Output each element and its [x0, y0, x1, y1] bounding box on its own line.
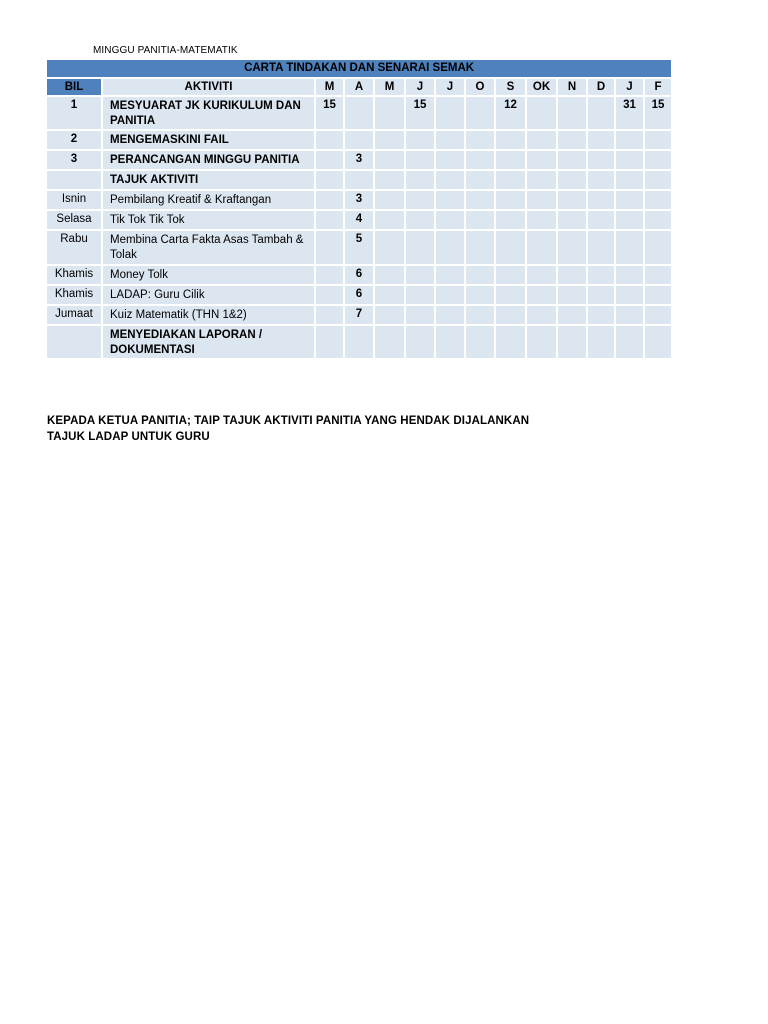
column-header-aktiviti: AKTIVITI	[103, 79, 316, 97]
cell-month-mark: 6	[345, 266, 375, 286]
cell-month-mark	[436, 171, 466, 191]
table-row	[47, 306, 673, 326]
cell-month-mark	[466, 191, 496, 211]
table-row	[47, 97, 673, 131]
cell-aktiviti: PERANCANGAN MINGGU PANITIA	[103, 151, 316, 171]
cell-month-mark	[466, 231, 496, 266]
cell-month-mark	[496, 231, 527, 266]
cell-month-mark	[558, 231, 588, 266]
cell-month-mark	[466, 306, 496, 326]
cell-month-mark	[588, 211, 616, 231]
cell-month-mark	[496, 266, 527, 286]
cell-month-mark	[375, 231, 406, 266]
instruction-note-1: KEPADA KETUA PANITIA; TAIP TAJUK AKTIVITI PANITIA YANG HENDAK DIJALANKAN	[47, 415, 530, 427]
cell-aktiviti: TAJUK AKTIVITI	[103, 171, 316, 191]
cell-month-mark	[496, 306, 527, 326]
cell-month-mark	[345, 131, 375, 151]
cell-bil: Selasa	[47, 211, 103, 231]
cell-month-mark	[406, 191, 436, 211]
cell-month-mark	[466, 97, 496, 131]
cell-bil: Khamis	[47, 266, 103, 286]
cell-bil	[47, 171, 103, 191]
cell-month-mark	[558, 171, 588, 191]
cell-month-mark: 15	[316, 97, 345, 131]
cell-month-mark: 4	[345, 211, 375, 231]
cell-month-mark	[616, 191, 645, 211]
cell-month-mark	[645, 211, 673, 231]
table-row	[47, 151, 673, 171]
column-header-month: N	[558, 79, 588, 97]
cell-month-mark	[375, 286, 406, 306]
cell-aktiviti: Membina Carta Fakta Asas Tambah & Tolak	[103, 231, 316, 266]
cell-month-mark: 6	[345, 286, 375, 306]
table-row	[47, 231, 673, 266]
column-header-month: S	[496, 79, 527, 97]
cell-month-mark	[527, 97, 558, 131]
cell-month-mark	[588, 326, 616, 360]
cell-month-mark	[558, 211, 588, 231]
cell-month-mark	[616, 286, 645, 306]
cell-month-mark	[616, 131, 645, 151]
document-header: MINGGU PANITIA-MATEMATIK	[93, 45, 238, 56]
cell-month-mark	[527, 266, 558, 286]
cell-aktiviti: Money Tolk	[103, 266, 316, 286]
cell-month-mark	[616, 231, 645, 266]
cell-month-mark: 15	[645, 97, 673, 131]
column-header-month: O	[466, 79, 496, 97]
cell-month-mark	[436, 266, 466, 286]
cell-month-mark	[375, 306, 406, 326]
cell-month-mark	[645, 151, 673, 171]
cell-month-mark	[375, 266, 406, 286]
cell-month-mark	[645, 326, 673, 360]
table-title: CARTA TINDAKAN DAN SENARAI SEMAK	[47, 60, 673, 79]
table-header-row	[47, 79, 673, 97]
cell-aktiviti: MENGEMASKINI FAIL	[103, 131, 316, 151]
table-row	[47, 326, 673, 360]
cell-month-mark	[616, 306, 645, 326]
cell-month-mark	[436, 131, 466, 151]
cell-month-mark	[645, 266, 673, 286]
cell-month-mark	[466, 131, 496, 151]
cell-month-mark	[496, 191, 527, 211]
cell-month-mark	[436, 231, 466, 266]
column-header-month: A	[345, 79, 375, 97]
cell-month-mark	[588, 97, 616, 131]
cell-month-mark	[616, 266, 645, 286]
cell-month-mark	[616, 171, 645, 191]
cell-month-mark	[645, 131, 673, 151]
table-row	[47, 131, 673, 151]
cell-month-mark	[375, 191, 406, 211]
cell-month-mark	[527, 151, 558, 171]
cell-month-mark	[496, 131, 527, 151]
cell-month-mark	[375, 211, 406, 231]
cell-month-mark	[345, 171, 375, 191]
cell-month-mark	[616, 326, 645, 360]
cell-month-mark	[645, 171, 673, 191]
cell-month-mark	[316, 266, 345, 286]
cell-month-mark	[316, 231, 345, 266]
cell-month-mark: 5	[345, 231, 375, 266]
column-header-month: M	[375, 79, 406, 97]
cell-month-mark	[466, 326, 496, 360]
cell-month-mark	[558, 191, 588, 211]
cell-bil	[47, 326, 103, 360]
cell-month-mark	[345, 326, 375, 360]
cell-month-mark	[588, 151, 616, 171]
cell-month-mark	[466, 171, 496, 191]
cell-month-mark	[496, 286, 527, 306]
column-header-month: J	[436, 79, 466, 97]
column-header-month: OK	[527, 79, 558, 97]
cell-month-mark	[527, 171, 558, 191]
cell-month-mark	[375, 326, 406, 360]
cell-month-mark	[436, 191, 466, 211]
cell-month-mark	[466, 151, 496, 171]
cell-month-mark	[616, 151, 645, 171]
cell-month-mark	[527, 231, 558, 266]
instruction-note-2: TAJUK LADAP UNTUK GURU	[47, 431, 210, 443]
cell-month-mark	[527, 306, 558, 326]
column-header-month: D	[588, 79, 616, 97]
cell-month-mark	[558, 286, 588, 306]
cell-month-mark	[406, 286, 436, 306]
cell-month-mark	[558, 266, 588, 286]
cell-bil: Isnin	[47, 191, 103, 211]
cell-month-mark	[588, 231, 616, 266]
cell-month-mark	[496, 211, 527, 231]
cell-month-mark	[406, 326, 436, 360]
cell-month-mark	[406, 151, 436, 171]
table-row	[47, 211, 673, 231]
cell-month-mark	[496, 171, 527, 191]
cell-month-mark	[406, 266, 436, 286]
cell-aktiviti: MENYEDIAKAN LAPORAN / DOKUMENTASI	[103, 326, 316, 360]
cell-month-mark	[436, 211, 466, 231]
cell-month-mark	[316, 326, 345, 360]
cell-month-mark	[316, 131, 345, 151]
cell-month-mark	[345, 97, 375, 131]
cell-month-mark	[316, 211, 345, 231]
cell-month-mark	[406, 306, 436, 326]
cell-month-mark: 3	[345, 191, 375, 211]
cell-month-mark	[436, 306, 466, 326]
cell-bil: Khamis	[47, 286, 103, 306]
cell-month-mark: 3	[345, 151, 375, 171]
cell-month-mark	[558, 326, 588, 360]
cell-month-mark	[466, 286, 496, 306]
cell-month-mark: 31	[616, 97, 645, 131]
cell-month-mark	[588, 131, 616, 151]
cell-month-mark	[527, 191, 558, 211]
cell-aktiviti: LADAP: Guru Cilik	[103, 286, 316, 306]
action-checklist-table	[47, 60, 673, 360]
cell-month-mark	[316, 286, 345, 306]
table-row	[47, 266, 673, 286]
cell-month-mark	[375, 131, 406, 151]
cell-month-mark	[375, 171, 406, 191]
cell-month-mark	[406, 211, 436, 231]
cell-month-mark	[558, 151, 588, 171]
table-row	[47, 286, 673, 306]
cell-month-mark	[558, 97, 588, 131]
cell-month-mark	[406, 231, 436, 266]
table-row	[47, 191, 673, 211]
cell-month-mark	[406, 171, 436, 191]
cell-bil: 1	[47, 97, 103, 131]
column-header-month: F	[645, 79, 673, 97]
cell-month-mark	[316, 171, 345, 191]
cell-month-mark	[436, 151, 466, 171]
cell-month-mark	[527, 131, 558, 151]
cell-month-mark	[588, 286, 616, 306]
cell-month-mark	[436, 97, 466, 131]
cell-month-mark	[558, 306, 588, 326]
cell-bil: Jumaat	[47, 306, 103, 326]
cell-month-mark	[496, 326, 527, 360]
cell-month-mark	[588, 266, 616, 286]
cell-month-mark	[466, 211, 496, 231]
cell-bil: 3	[47, 151, 103, 171]
cell-month-mark: 12	[496, 97, 527, 131]
cell-month-mark	[645, 191, 673, 211]
cell-month-mark	[466, 266, 496, 286]
cell-month-mark	[375, 151, 406, 171]
cell-month-mark	[316, 191, 345, 211]
column-header-bil: BIL	[47, 79, 103, 97]
cell-aktiviti: MESYUARAT JK KURIKULUM DAN PANITIA	[103, 97, 316, 131]
cell-bil: Rabu	[47, 231, 103, 266]
cell-month-mark	[645, 231, 673, 266]
cell-month-mark	[375, 97, 406, 131]
column-header-month: J	[616, 79, 645, 97]
column-header-month: M	[316, 79, 345, 97]
cell-month-mark	[645, 286, 673, 306]
cell-aktiviti: Kuiz Matematik (THN 1&2)	[103, 306, 316, 326]
column-header-month: J	[406, 79, 436, 97]
cell-month-mark	[527, 286, 558, 306]
cell-month-mark	[316, 306, 345, 326]
cell-bil: 2	[47, 131, 103, 151]
cell-month-mark	[616, 211, 645, 231]
cell-month-mark	[645, 306, 673, 326]
cell-month-mark	[558, 131, 588, 151]
table-row	[47, 171, 673, 191]
cell-month-mark	[588, 171, 616, 191]
cell-month-mark	[496, 151, 527, 171]
cell-month-mark: 15	[406, 97, 436, 131]
cell-month-mark	[527, 211, 558, 231]
cell-month-mark: 7	[345, 306, 375, 326]
cell-month-mark	[588, 306, 616, 326]
cell-month-mark	[406, 131, 436, 151]
cell-aktiviti: Tik Tok Tik Tok	[103, 211, 316, 231]
cell-month-mark	[588, 191, 616, 211]
cell-month-mark	[527, 326, 558, 360]
cell-month-mark	[316, 151, 345, 171]
cell-month-mark	[436, 326, 466, 360]
cell-aktiviti: Pembilang Kreatif & Kraftangan	[103, 191, 316, 211]
cell-month-mark	[436, 286, 466, 306]
